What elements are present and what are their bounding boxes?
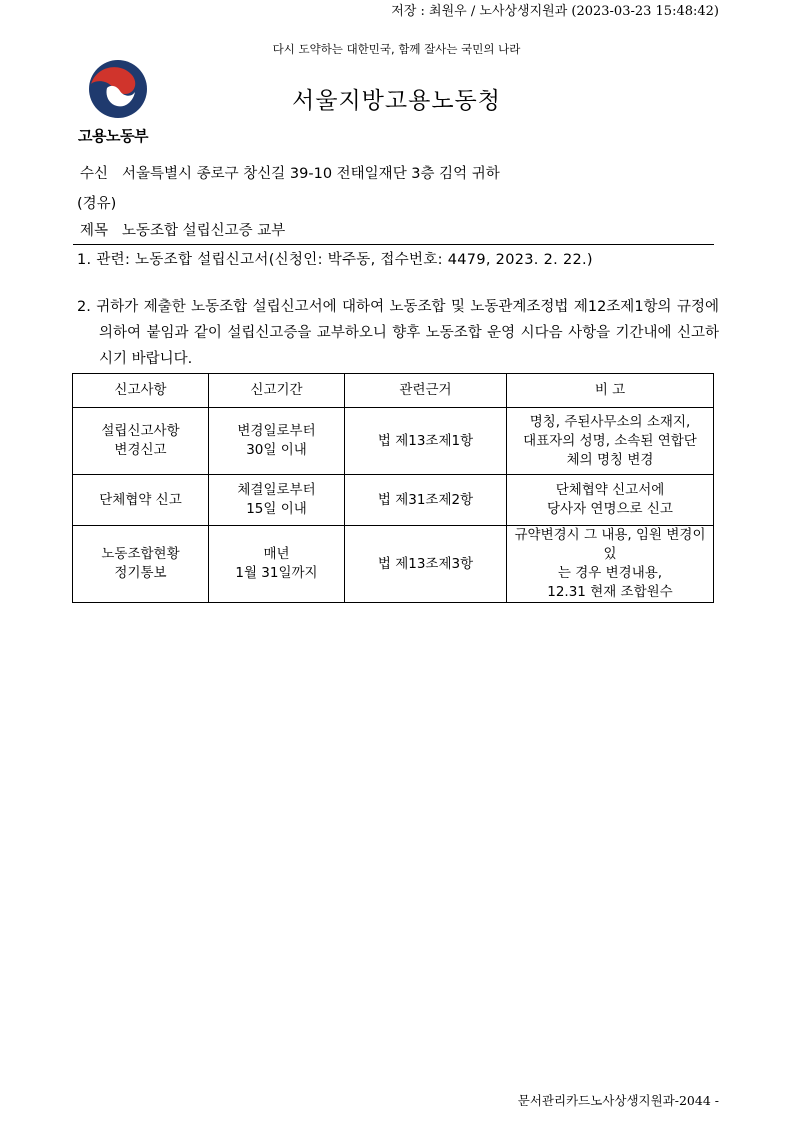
column-header-note: 비 고 [507,374,714,408]
cell-item: 단체협약 신고 [73,475,209,526]
recipient-line [80,162,500,183]
save-stamp: 저장 : 최원우 / 노사상생지원과 (2023-03-23 15:48:42) [391,4,719,19]
via-line: (경유) [77,196,117,212]
subject-divider [73,244,714,245]
cell-period: 체결일로부터 15일 이내 [209,475,345,526]
government-slogan: 다시 도약하는 대한민국, 함께 잘사는 국민의 나라 [272,42,521,56]
cell-basis: 법 제13조제1항 [345,408,507,475]
table-row [73,475,714,526]
cell-note: 단체협약 신고서에 당사자 연명으로 신고 [507,475,714,526]
column-header-basis: 관련근거 [345,374,507,408]
paragraph-item-2-text: 2. 귀하가 제출한 노동조합 설립신고서에 대하여 노동조합 및 노동관계조정법 제12조제1항의 규정에 의하여 붙임과 같이 설립신고증을 교부하오니 향후 노동조합 운영 시다음 사항을 기간내에 신고하시기 바랍니다. [77,299,719,367]
ministry-name: 고용노동부 [78,127,148,145]
cell-item: 노동조합현황 정기통보 [73,526,209,603]
recipient-label: 수신 [80,166,109,182]
cell-basis: 법 제13조제3항 [345,526,507,603]
subject-line [80,219,285,240]
table-row [73,408,714,475]
document-footer: 문서관리카드노사상생지원과-2044 - [517,1093,719,1108]
table-header-row [73,374,714,408]
reporting-requirements-table [72,373,714,603]
cell-note: 명칭, 주된사무소의 소재지, 대표자의 성명, 소속된 연합단 체의 명칭 변경 [507,408,714,475]
subject-label: 제목 [80,223,109,239]
cell-item: 설립신고사항 변경신고 [73,408,209,475]
table-row [73,526,714,603]
cell-basis: 법 제31조제2항 [345,475,507,526]
paragraph-item-1: 1. 관련: 노동조합 설립신고서(신청인: 박주동, 접수번호: 4479, 2023. 2. 22.) [77,252,593,268]
cell-period: 변경일로부터 30일 이내 [209,408,345,475]
paragraph-item-2 [77,294,719,372]
column-header-period: 신고기간 [209,374,345,408]
recipient-value: 서울특별시 종로구 창신길 39-10 전태일재단 3층 김억 귀하 [122,166,500,182]
cell-period: 매년 1월 31일까지 [209,526,345,603]
cell-note: 규약변경시 그 내용, 임원 변경이있 는 경우 변경내용, 12.31 현재 조합원수 [507,526,714,603]
office-title: 서울지방고용노동청 [292,88,501,114]
subject-value: 노동조합 설립신고증 교부 [122,223,286,239]
column-header-item: 신고사항 [73,374,209,408]
